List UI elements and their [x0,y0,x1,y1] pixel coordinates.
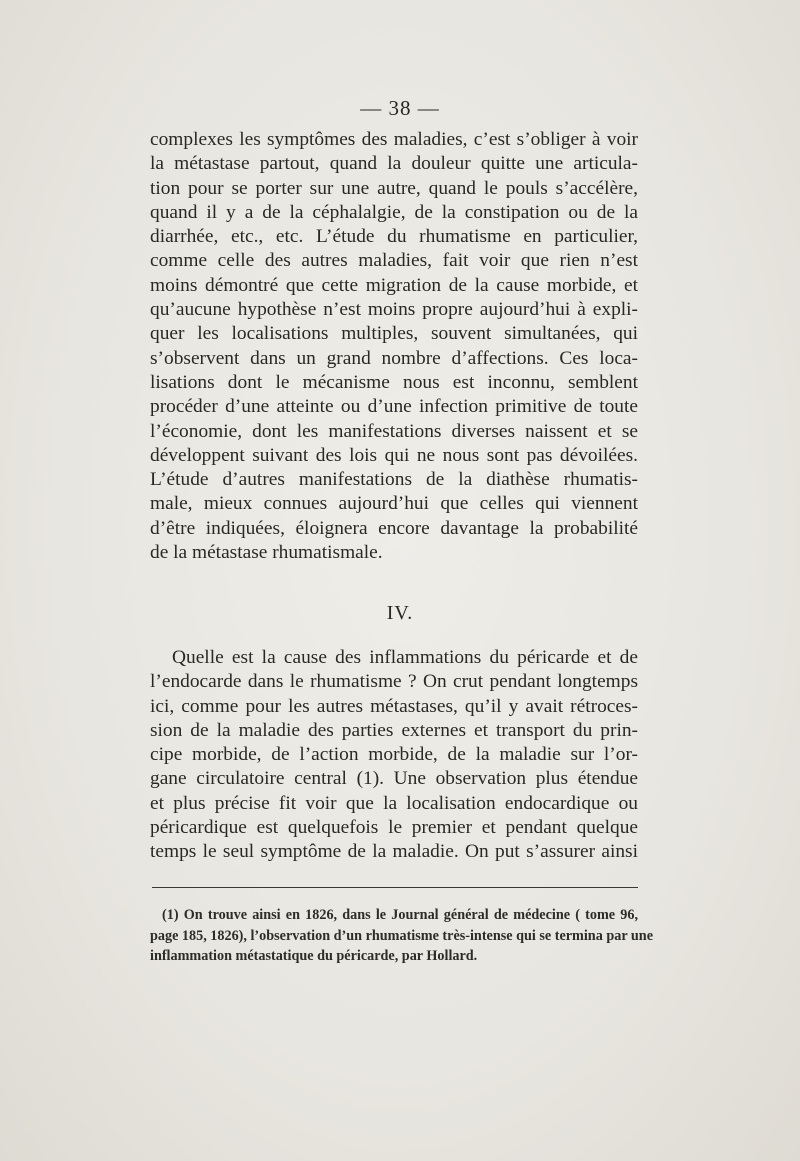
paragraph-2 [150,646,638,865]
text-line: d’être indiquées, éloignera encore davantage la probabilité [150,517,638,539]
text-line: et plus précise fit voir que la localisation endocardique ou [150,792,638,814]
text-line: de la métastase rhumatismale. [150,542,383,564]
text-line: s’observent dans un grand nombre d’affections. Ces loca- [150,347,638,369]
text-line: diarrhée, etc., etc. L’étude du rhumatisme en particulier, [150,226,638,248]
text-line: complexes les symptômes des maladies, c’est s’obliger à voir [150,129,638,150]
text-line: développent suivant des lois qui ne nous sont pas dévoilées. [150,444,638,466]
text-line: la métastase partout, quand la douleur quitte une articula- [150,153,638,175]
text-line: temps le seul symptôme de la maladie. On put s’assurer ainsi [150,841,638,863]
footnote [150,905,653,967]
text-line: cipe morbide, de l’action morbide, de la maladie sur l’or- [150,744,638,766]
text-line: tion pour se porter sur une autre, quand le pouls s’accélère, [150,177,638,199]
text-line: l’économie, dont les manifestations diverses naissent et se [150,420,638,442]
text-line: qu’aucune hypothèse n’est moins propre aujourd’hui à expli- [150,299,638,321]
footnote-line: page 185, 1826), l’observation d’un rhumatisme très-intense qui se termina par une [150,927,653,944]
text-line: procéder d’une atteinte ou d’une infection primitive de toute [150,396,638,418]
text-line: péricardique est quelquefois le premier et pendant quelque [150,817,638,839]
text-line: comme celle des autres maladies, fait voir que rien n’est [150,250,638,272]
text-line: sion de la maladie des parties externes et transport du prin- [150,719,638,741]
text-line: l’endocarde dans le rhumatisme ? On crut pendant longtemps [150,671,638,693]
footnote-line: inflammation métastatique du péricarde, par Hollard. [150,948,478,964]
page-number: — 38 — [360,96,440,120]
text-line: Quelle est la cause des inflammations du péricarde et de [172,647,638,668]
paragraph-1 [150,128,638,565]
text-line: ici, comme pour les autres métastases, qu’il y avait rétroces- [150,695,638,717]
text-line: moins démontré que cette migration de la cause morbide, et [150,274,638,296]
text-line: quand il y a de la céphalalgie, de la constipation ou de la [150,201,638,223]
text-line: male, mieux connues aujourd’hui que celles qui viennent [150,493,638,515]
footnote-divider [152,887,638,888]
text-line: lisations dont le mécanisme nous est inconnu, semblent [150,371,638,393]
text-line: gane circulatoire central (1). Une observation plus étendue [150,768,638,790]
text-line: quer les localisations multiples, souvent simultanées, qui [150,323,638,345]
text-line: L’étude d’autres manifestations de la diathèse rhumatis- [150,469,638,491]
footnote-line: (1) On trouve ainsi en 1826, dans le Journal général de médecine ( tome 96, [162,907,638,923]
section-heading: IV. [386,602,414,624]
